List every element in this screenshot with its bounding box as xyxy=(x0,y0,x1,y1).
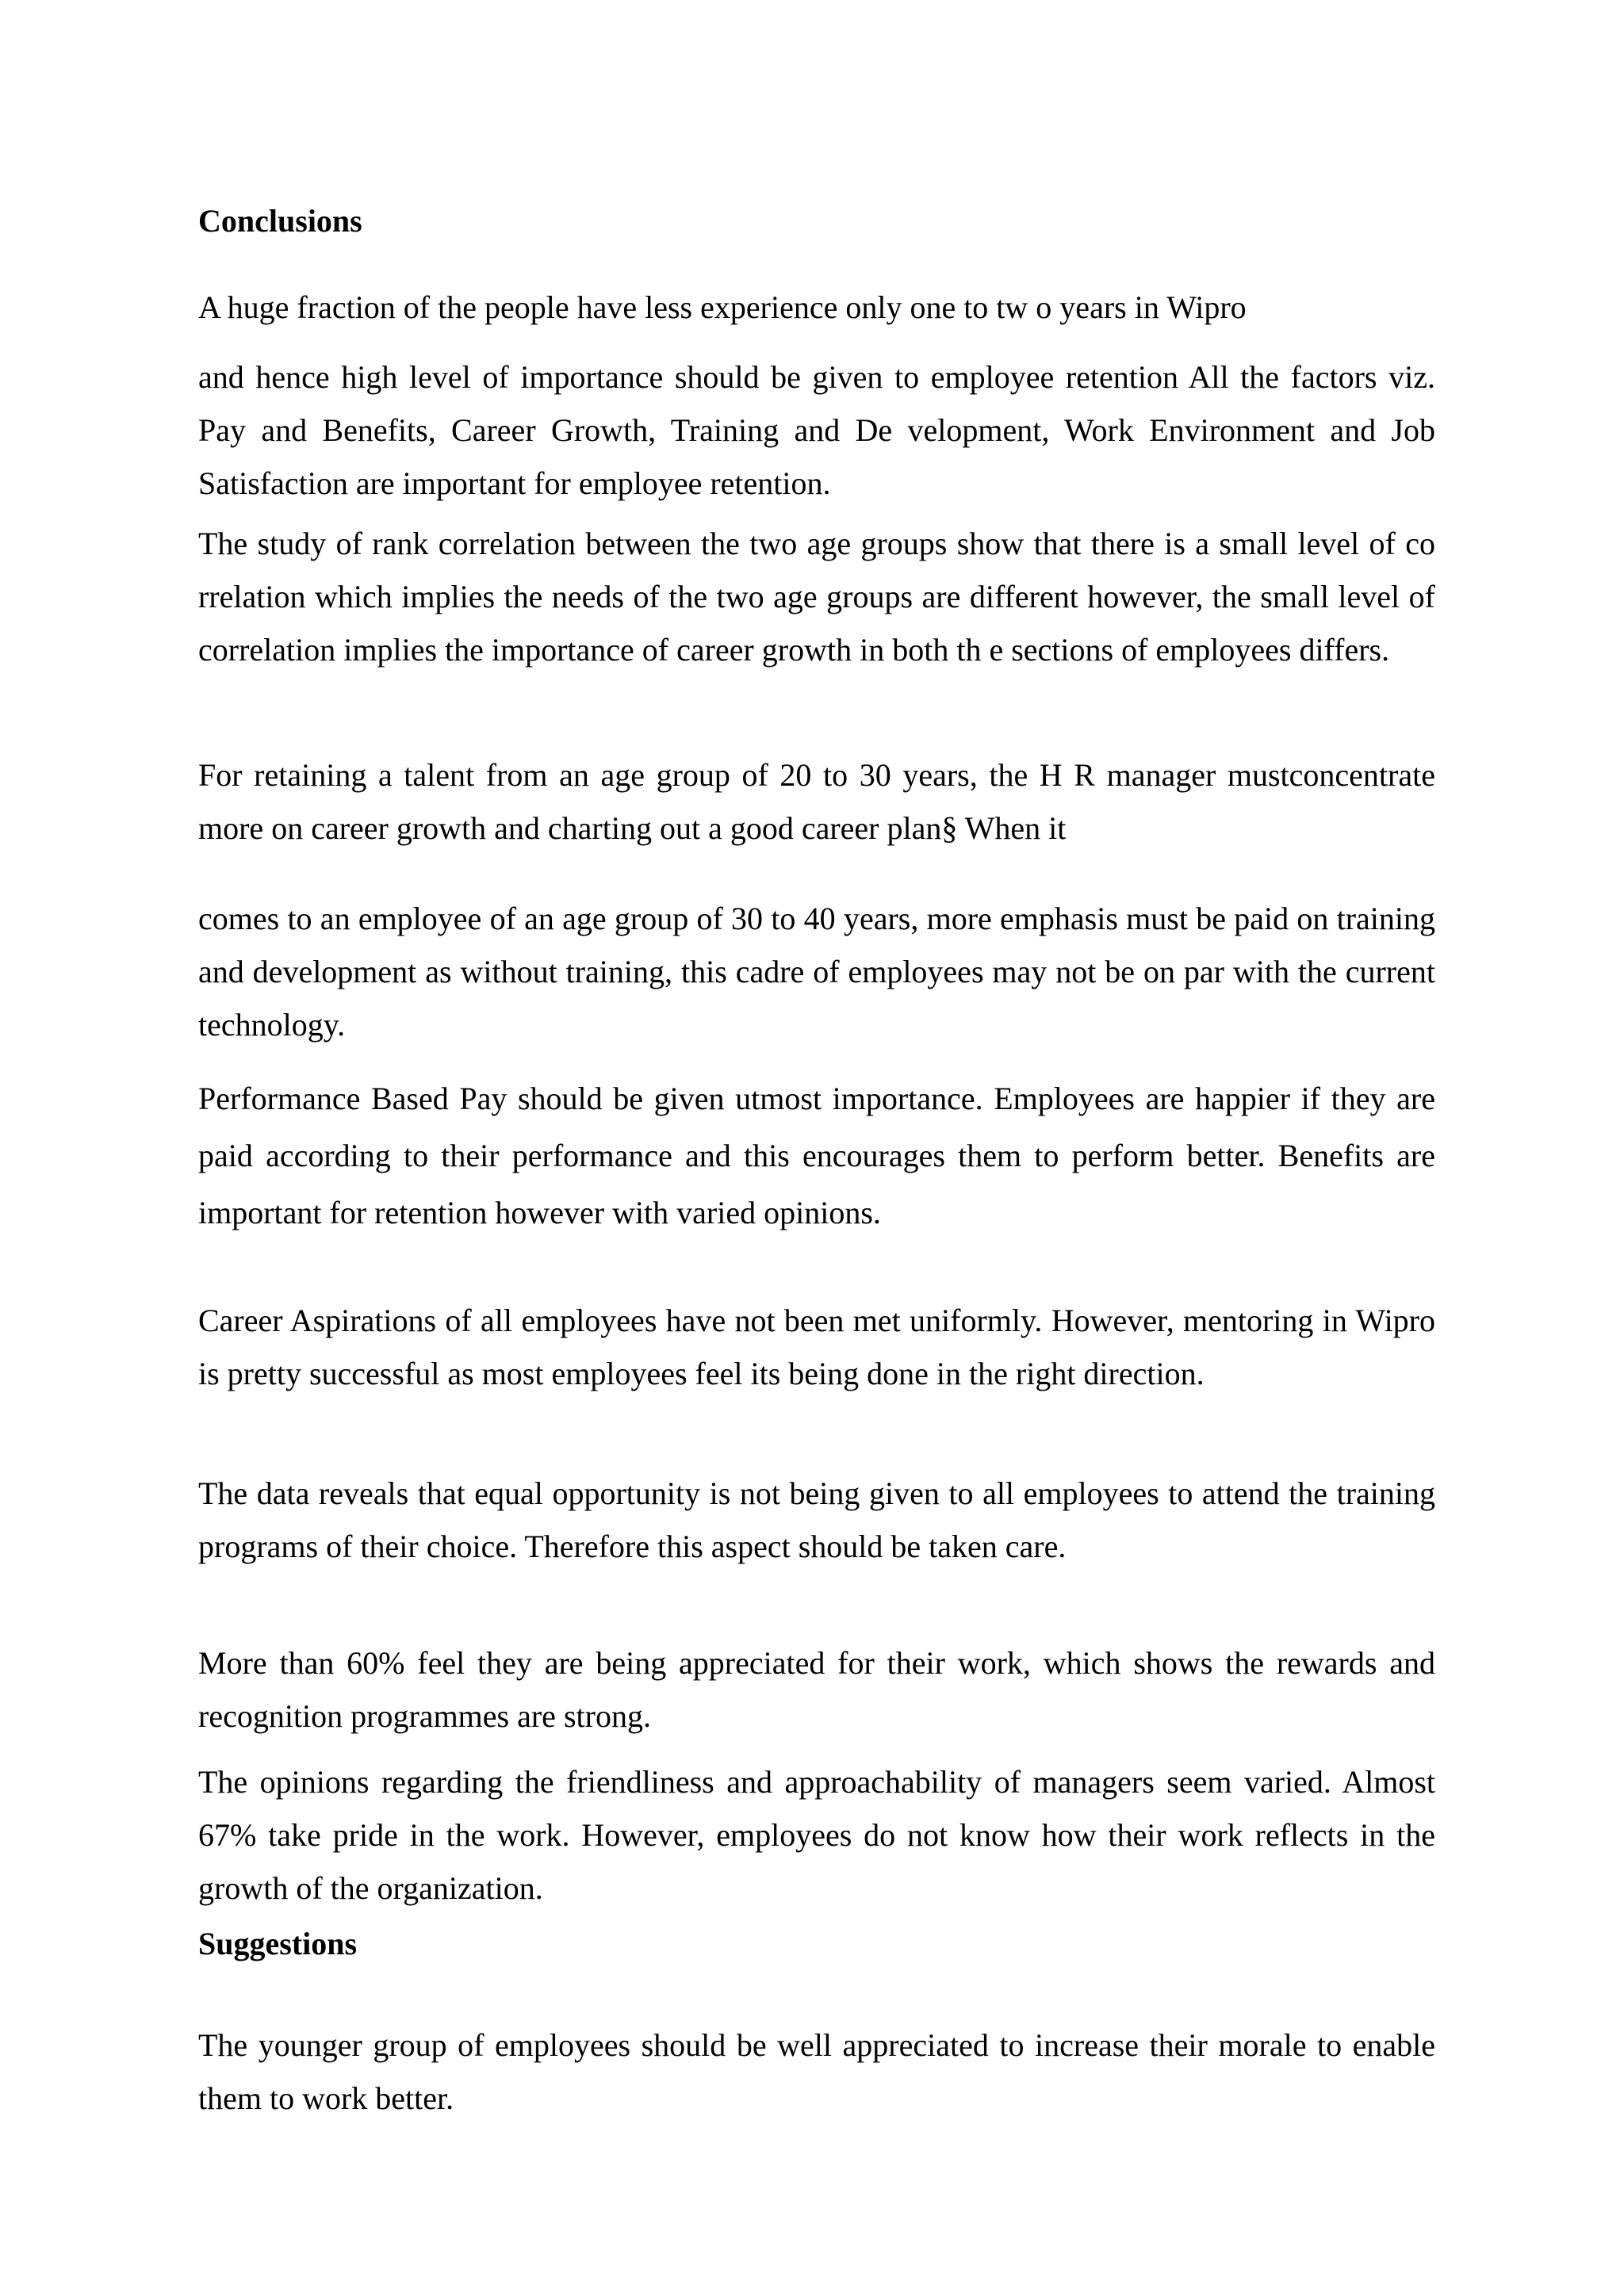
paragraph-retention-factors: and hence high level of importance should be given to employee retention All the factors viz. Pay and Benefits, Career Growth, Training and De velopment, Work Environment and Job Satisfaction are important for employee retention. xyxy=(198,359,1435,501)
paragraph-manager-opinions: The opinions regarding the friendliness and approachability of managers seem varied. Almost 67% take pride in the work. However, employees do not know how their work reflects in the growth of the organization. xyxy=(198,1764,1435,1906)
paragraph-career-aspirations: Career Aspirations of all employees have not been met uniformly. However, mentoring in Wipro is pretty successful as most employees feel its being done in the right direction. xyxy=(198,1303,1435,1391)
paragraph-equal-opportunity: The data reveals that equal opportunity is not being given to all employees to attend the training programs of their choice. Therefore this aspect should be taken care. xyxy=(198,1475,1435,1564)
suggestions-heading: Suggestions xyxy=(198,1926,358,1961)
conclusions-heading: Conclusions xyxy=(198,203,362,239)
paragraph-performance-pay: Performance Based Pay should be given utmost importance. Employees are happier if they are paid according to their performance and this encourages them to perform better. Benefits are important for retention however with varied opinions. xyxy=(198,1081,1435,1230)
paragraph-experience: A huge fraction of the people have less experience only one to tw o years in Wipro xyxy=(198,289,1247,325)
paragraph-rank-correlation: The study of rank correlation between the two age groups show that there is a small level of co rrelation which implies the needs of the two age groups are different however, the small level of correlation implies the importance of career growth in both th e sections of employees differs. xyxy=(198,526,1435,668)
paragraph-training-development: comes to an employee of an age group of 30 to 40 years, more emphasis must be paid on training and development as without training, this cadre of employees may not be on par with the current technology. xyxy=(198,901,1435,1043)
paragraph-appreciation: More than 60% feel they are being appreciated for their work, which shows the rewards and recognition programmes are strong. xyxy=(198,1645,1435,1734)
paragraph-talent-retention: For retaining a talent from an age group of 20 to 30 years, the H R manager mustconcentrate more on career growth and charting out a good career plan§ When it xyxy=(198,757,1435,846)
suggestion-younger-group: The younger group of employees should be well appreciated to increase their morale to enable them to work better. xyxy=(198,2027,1435,2116)
